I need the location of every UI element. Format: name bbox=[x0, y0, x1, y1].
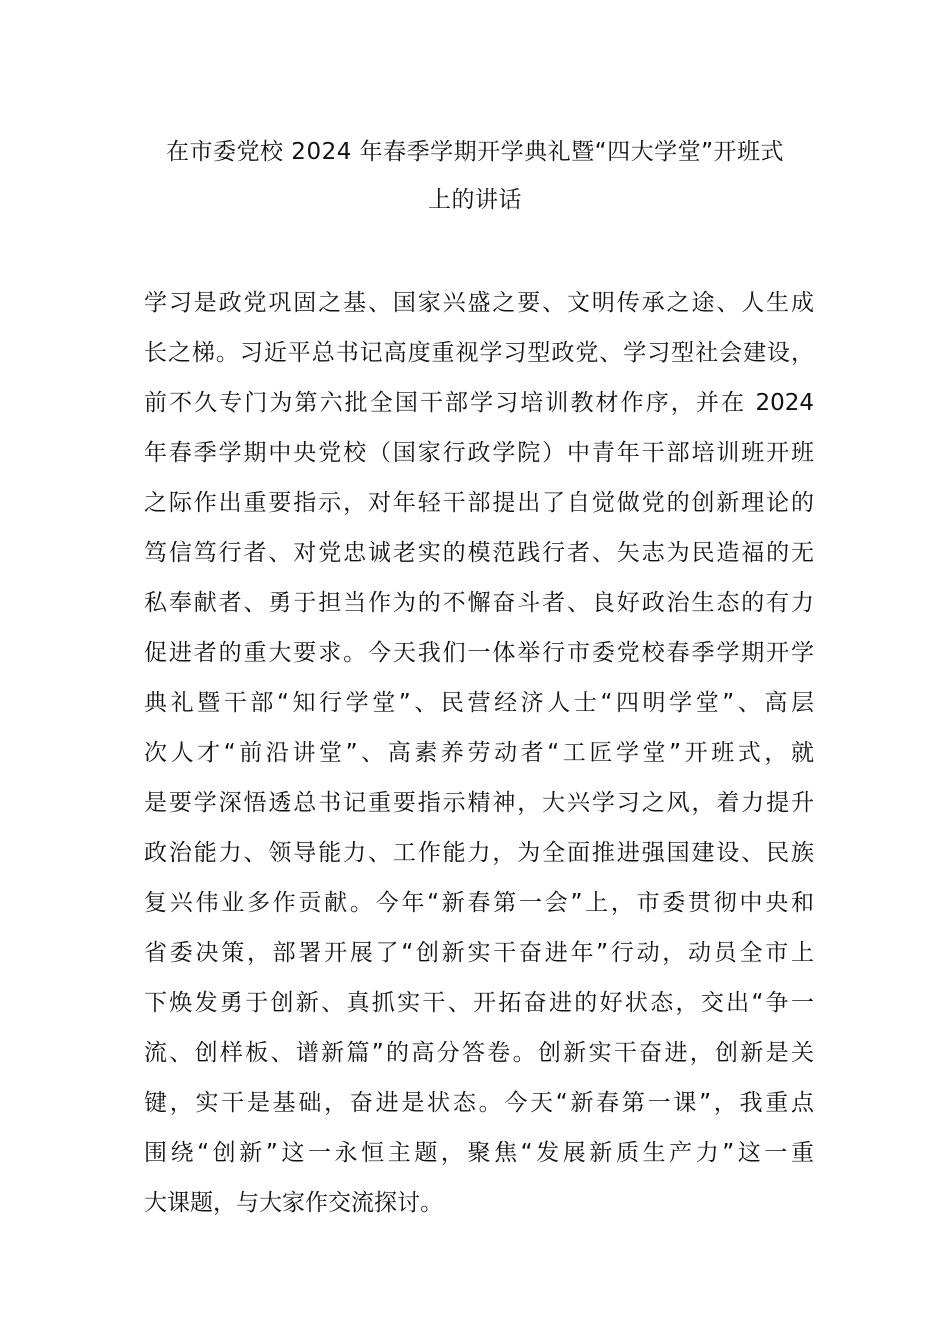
body-line: 大课题，与大家作交流探讨。 bbox=[144, 1190, 443, 1216]
body-line: 次人才“前沿讲堂”、高素养劳动者“工匠学堂”开班式，就 bbox=[144, 740, 814, 766]
body-line: 笃信笃行者、对党忠诚老实的模范践行者、矢志为民造福的无 bbox=[144, 540, 814, 566]
body-line: 键，实干是基础，奋进是状态。今天“新春第一课”，我重点 bbox=[144, 1090, 814, 1116]
document-title-line-2: 上的讲话 bbox=[428, 187, 522, 213]
body-line: 长之梯。习近平总书记高度重视学习型政党、学习型社会建设， bbox=[144, 340, 814, 366]
body-line: 围绕“创新”这一永恒主题，聚焦“发展新质生产力”这一重 bbox=[144, 1140, 814, 1166]
body-line: 促进者的重大要求。今天我们一体举行市委党校春季学期开学 bbox=[144, 640, 814, 666]
body-line: 省委决策，部署开展了“创新实干奋进年”行动，动员全市上 bbox=[144, 940, 814, 966]
body-line: 前不久专门为第六批全国干部学习培训教材作序，并在 2024 bbox=[144, 390, 814, 416]
body-line: 学习是政党巩固之基、国家兴盛之要、文明传承之途、人生成 bbox=[144, 290, 814, 316]
body-line: 之际作出重要指示，对年轻干部提出了自觉做党的创新理论的 bbox=[144, 490, 814, 516]
body-line: 政治能力、领导能力、工作能力，为全面推进强国建设、民族 bbox=[144, 840, 814, 866]
body-line: 年春季学期中央党校（国家行政学院）中青年干部培训班开班 bbox=[144, 440, 814, 466]
body-line: 私奉献者、勇于担当作为的不懈奋斗者、良好政治生态的有力 bbox=[144, 590, 814, 616]
document-body bbox=[144, 278, 814, 1228]
body-line: 是要学深悟透总书记重要指示精神，大兴学习之风，着力提升 bbox=[144, 790, 814, 816]
body-line: 典礼暨干部“知行学堂”、民营经济人士“四明学堂”、高层 bbox=[144, 690, 814, 716]
body-line: 流、创样板、谱新篇”的高分答卷。创新实干奋进，创新是关 bbox=[144, 1040, 814, 1066]
document-title-line-1: 在市委党校 2024 年春季学期开学典礼暨“四大学堂”开班式 bbox=[166, 139, 784, 165]
body-line: 复兴伟业多作贡献。今年“新春第一会”上，市委贯彻中央和 bbox=[144, 890, 814, 916]
body-line: 下焕发勇于创新、真抓实干、开拓奋进的好状态，交出“争一 bbox=[144, 990, 814, 1016]
